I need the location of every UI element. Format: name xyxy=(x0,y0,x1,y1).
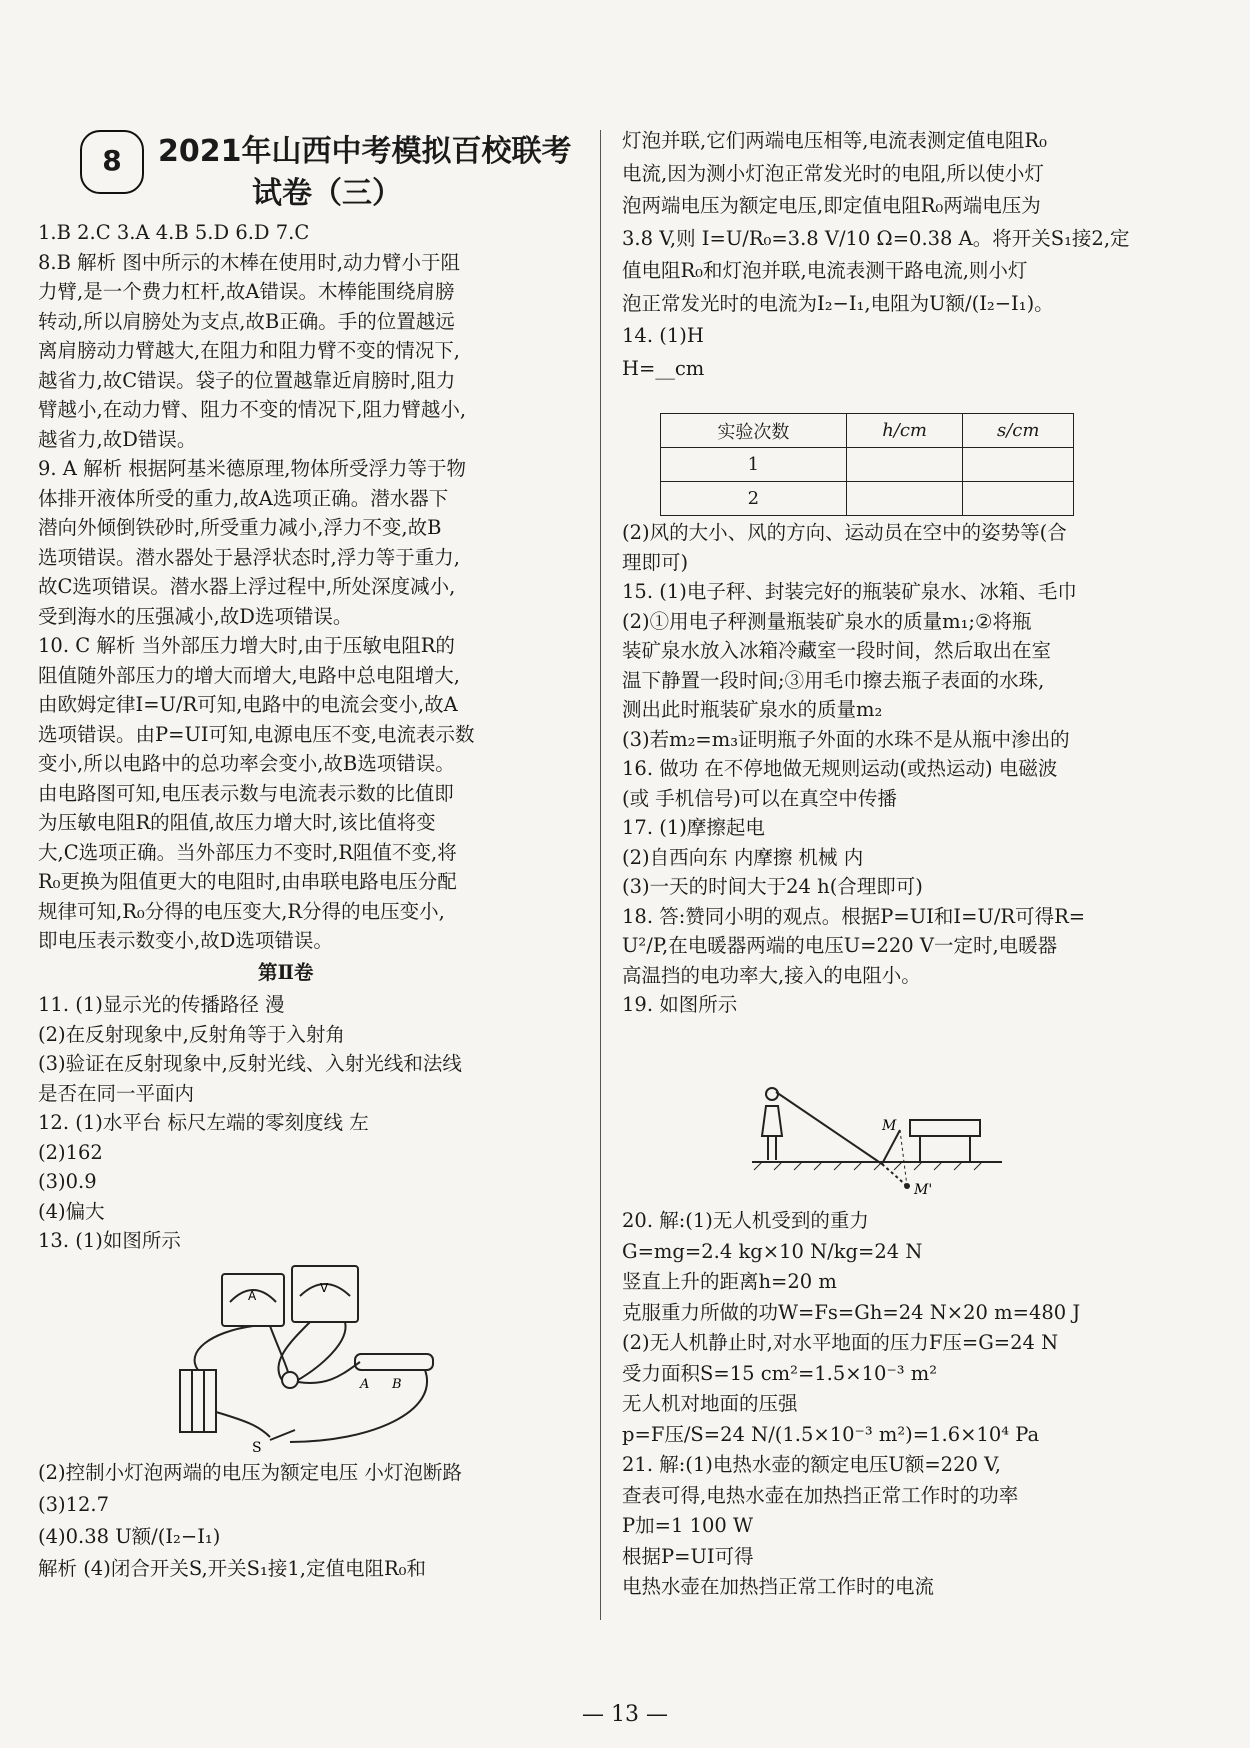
text-line: 选项错误。由P=UI可知,电源电压不变,电流表示数 xyxy=(38,722,475,746)
text-line: 解析 (4)闭合开关S,开关S₁接1,定值电阻R₀和 xyxy=(38,1557,426,1580)
text-line: 查表可得,电热水壶在加热挡正常工作时的功率 xyxy=(622,1483,1019,1507)
text-line: (2)①用电子秤测量瓶装矿泉水的质量m₁;②将瓶 xyxy=(622,609,1032,633)
text-line: 无人机对地面的压强 xyxy=(622,1392,798,1415)
text-line: 为压敏电阻R的阻值,故压力增大时,该比值将变 xyxy=(38,811,436,834)
text-line: 9. A 解析 根据阿基米德原理,物体所受浮力等于物 xyxy=(38,457,466,480)
table-cell xyxy=(963,482,1074,516)
text-line: P加=1 100 W xyxy=(622,1514,754,1537)
switch-label: S xyxy=(252,1440,262,1456)
text-line: 电热水壶在加热挡正常工作时的电流 xyxy=(622,1575,935,1598)
text-line: (或 手机信号)可以在真空中传播 xyxy=(622,786,897,810)
table-header: h/cm xyxy=(846,414,963,448)
text-line: 大,C选项正确。当外部压力不变时,R阻值不变,将 xyxy=(38,840,457,864)
text-line: 受到海水的压强减小,故D选项错误。 xyxy=(38,604,353,628)
text-line: (3)0.9 xyxy=(38,1170,97,1193)
text-line: 装矿泉水放入冰箱冷藏室一段时间，然后取出在室 xyxy=(622,639,1052,662)
text-line: (3)若m₂=m₃证明瓶子外面的水珠不是从瓶中渗出的 xyxy=(622,727,1070,751)
text-line: 理即可) xyxy=(622,550,689,574)
text-line: p=F压/S=24 N/(1.5×10⁻³ m²)=1.6×10⁴ Pa xyxy=(622,1422,1040,1446)
person-body xyxy=(762,1106,782,1136)
bulb xyxy=(282,1372,298,1388)
column-divider xyxy=(600,130,601,1620)
text-line: (3)一天的时间大于24 h(合理即可) xyxy=(622,875,923,898)
text-line: 泡两端电压为额定电压,即定值电阻R₀两端电压为 xyxy=(622,194,1041,217)
table-cell xyxy=(846,448,963,482)
rheostat-terminal-b: B xyxy=(392,1377,402,1392)
voltmeter-label: V xyxy=(320,1281,329,1295)
text-line: 8.B 解析 图中所示的木棒在使用时,动力臂小于阻 xyxy=(38,250,461,274)
text-line: 由欧姆定律I=U/R可知,电路中的电流会变小,故A xyxy=(38,693,458,716)
text-line: 14. (1)H xyxy=(622,324,704,347)
text-line: (2)162 xyxy=(38,1140,103,1164)
table-header: 实验次数 xyxy=(661,414,847,448)
reflection-diagram-figure xyxy=(752,1080,1012,1200)
text-line: 由电路图可知,电压表示数与电流表示数的比值即 xyxy=(38,781,454,805)
text-line: (2)风的大小、风的方向、运动员在空中的姿势等(合 xyxy=(622,521,1067,544)
table-header: s/cm xyxy=(963,414,1074,448)
text-line: 15. (1)电子秤、封装完好的瓶装矿泉水、冰箱、毛巾 xyxy=(622,580,1077,603)
text-line: 16. 做功 在不停地做无规则运动(或热运动) 电磁波 xyxy=(622,757,1058,780)
text-line: 11. (1)显示光的传播路径 漫 xyxy=(38,993,285,1016)
text-line: 即电压表示数变小,故D选项错误。 xyxy=(38,929,333,952)
text-line: (3)验证在反射现象中,反射光线、入射光线和法线 xyxy=(38,1052,462,1075)
switch-lever xyxy=(270,1430,295,1440)
text-line: 力臂,是一个费力杠杆,故A错误。木棒能围绕肩膀 xyxy=(38,280,455,303)
text-line: 竖直上升的距离h=20 m xyxy=(622,1270,837,1293)
text-line: 18. 答:赞同小明的观点。根据P=UI和I=U/R可得R= xyxy=(622,904,1086,928)
rheostat xyxy=(355,1354,433,1370)
text-line: 3.8 V,则 I=U/R₀=3.8 V/10 Ω=0.38 A。将开关S₁接2,定 xyxy=(622,226,1130,250)
text-line: 臂越小,在动力臂、阻力不变的情况下,阻力臂越小, xyxy=(38,398,467,421)
circuit-diagram-figure xyxy=(170,1262,460,1457)
text-line: 越省力,故D错误。 xyxy=(38,427,197,451)
text-line: 19. 如图所示 xyxy=(622,993,738,1016)
rheostat-terminal-a: A xyxy=(360,1377,370,1392)
reflected-ray xyxy=(776,1092,882,1164)
text-line: 转动,所以肩膀处为支点,故B正确。手的位置越远 xyxy=(38,309,455,333)
text-line: 20. 解:(1)无人机受到的重力 xyxy=(622,1209,869,1232)
text-line: 泡正常发光时的电流为I₂−I₁,电阻为U额/(I₂−I₁)。 xyxy=(622,291,1054,315)
text-line: R₀更换为阻值更大的电阻时,由串联电路电压分配 xyxy=(38,870,457,893)
person-head xyxy=(766,1088,778,1100)
platform-base xyxy=(920,1136,970,1162)
battery-body xyxy=(180,1370,216,1432)
text-line: 选项错误。潜水器处于悬浮状态时,浮力等于重力, xyxy=(38,545,460,569)
text-line: (2)在反射现象中,反射角等于入射角 xyxy=(38,1022,345,1046)
page-title-line1: 2021年山西中考模拟百校联考 xyxy=(158,134,572,169)
text-line: U²/P,在电暖器两端的电压U=220 V一定时,电暖器 xyxy=(622,934,1058,957)
experiment-table xyxy=(660,413,1074,516)
text-line: 12. (1)水平台 标尺左端的零刻度线 左 xyxy=(38,1111,369,1134)
platform-top xyxy=(910,1120,980,1136)
table-cell: 1 xyxy=(661,448,847,482)
text-line: (4)0.38 U额/(I₂−I₁) xyxy=(38,1525,221,1548)
text-line: (2)控制小灯泡两端的电压为额定电压 小灯泡断路 xyxy=(38,1461,462,1484)
text-line: (4)偏大 xyxy=(38,1199,105,1223)
text-line: 体排开液体所受的重力,故A选项正确。潜水器下 xyxy=(38,486,449,510)
text-line: 故C选项错误。潜水器上浮过程中,所处深度减小, xyxy=(38,575,456,598)
text-line: G=mg=2.4 kg×10 N/kg=24 N xyxy=(622,1239,923,1263)
text-line: 离肩膀动力臂越大,在阻力和阻力臂不变的情况下, xyxy=(38,339,460,362)
text-line: 变小,所以电路中的总功率会变小,故B选项错误。 xyxy=(38,752,455,775)
text-line: 21. 解:(1)电热水壶的额定电压U额=220 V, xyxy=(622,1453,1001,1476)
text-line: 规律可知,R₀分得的电压变大,R分得的电压变小, xyxy=(38,899,445,923)
text-line: 是否在同一平面内 xyxy=(38,1081,195,1105)
image-point-label: M' xyxy=(914,1182,933,1198)
section-title: 第Ⅱ卷 xyxy=(258,961,314,984)
page-number: — 13 — xyxy=(582,1702,668,1727)
text-line: 根据P=UI可得 xyxy=(622,1544,754,1568)
table-cell xyxy=(846,482,963,516)
text-line: 高温挡的电功率大,接入的电阻小。 xyxy=(622,963,921,987)
text-line: 阻值随外部压力的增大而增大,电路中总电阻增大, xyxy=(38,663,460,687)
text-line: 17. (1)摩擦起电 xyxy=(622,816,765,839)
text-line: 1.B 2.C 3.A 4.B 5.D 6.D 7.C xyxy=(38,221,310,244)
ammeter-label: A xyxy=(248,1289,257,1303)
mirror-point-label: M xyxy=(882,1118,897,1134)
text-line: 受力面积S=15 cm²=1.5×10⁻³ m² xyxy=(622,1361,938,1385)
text-line: 克服重力所做的功W=Fs=Gh=24 N×20 m=480 J xyxy=(622,1300,1081,1324)
text-line: 测出此时瓶装矿泉水的质量m₂ xyxy=(622,698,883,721)
table-cell xyxy=(963,448,1074,482)
text-line: 温下静置一段时间;③用毛巾擦去瓶子表面的水珠, xyxy=(622,668,1045,692)
incident-ray xyxy=(882,1130,900,1164)
text-line: 值电阻R₀和灯泡并联,电流表测干路电流,则小灯 xyxy=(622,259,1028,282)
text-line: H=__cm xyxy=(622,356,705,380)
text-line: 潜向外倾倒铁砂时,所受重力减小,浮力不变,故B xyxy=(38,516,442,539)
page-title-line2: 试卷（三） xyxy=(252,176,402,211)
table-cell: 2 xyxy=(661,482,847,516)
text-line: 10. C 解析 当外部压力增大时,由于压敏电阻R的 xyxy=(38,634,455,657)
text-line: (2)自西向东 内摩擦 机械 内 xyxy=(622,845,864,869)
text-line: 灯泡并联,它们两端电压相等,电流表测定值电阻R₀ xyxy=(622,129,1047,152)
text-line: 电流,因为测小灯泡正常发光时的电阻,所以使小灯 xyxy=(622,161,1044,185)
virtual-ray xyxy=(882,1164,907,1186)
text-line: 越省力,故C错误。袋子的位置越靠近肩膀时,阻力 xyxy=(38,368,456,392)
text-line: 13. (1)如图所示 xyxy=(38,1229,181,1252)
text-line: (3)12.7 xyxy=(38,1493,110,1516)
question-number-badge: 8 xyxy=(80,130,144,194)
text-line: (2)无人机静止时,对水平地面的压力F压=G=24 N xyxy=(622,1331,1059,1354)
